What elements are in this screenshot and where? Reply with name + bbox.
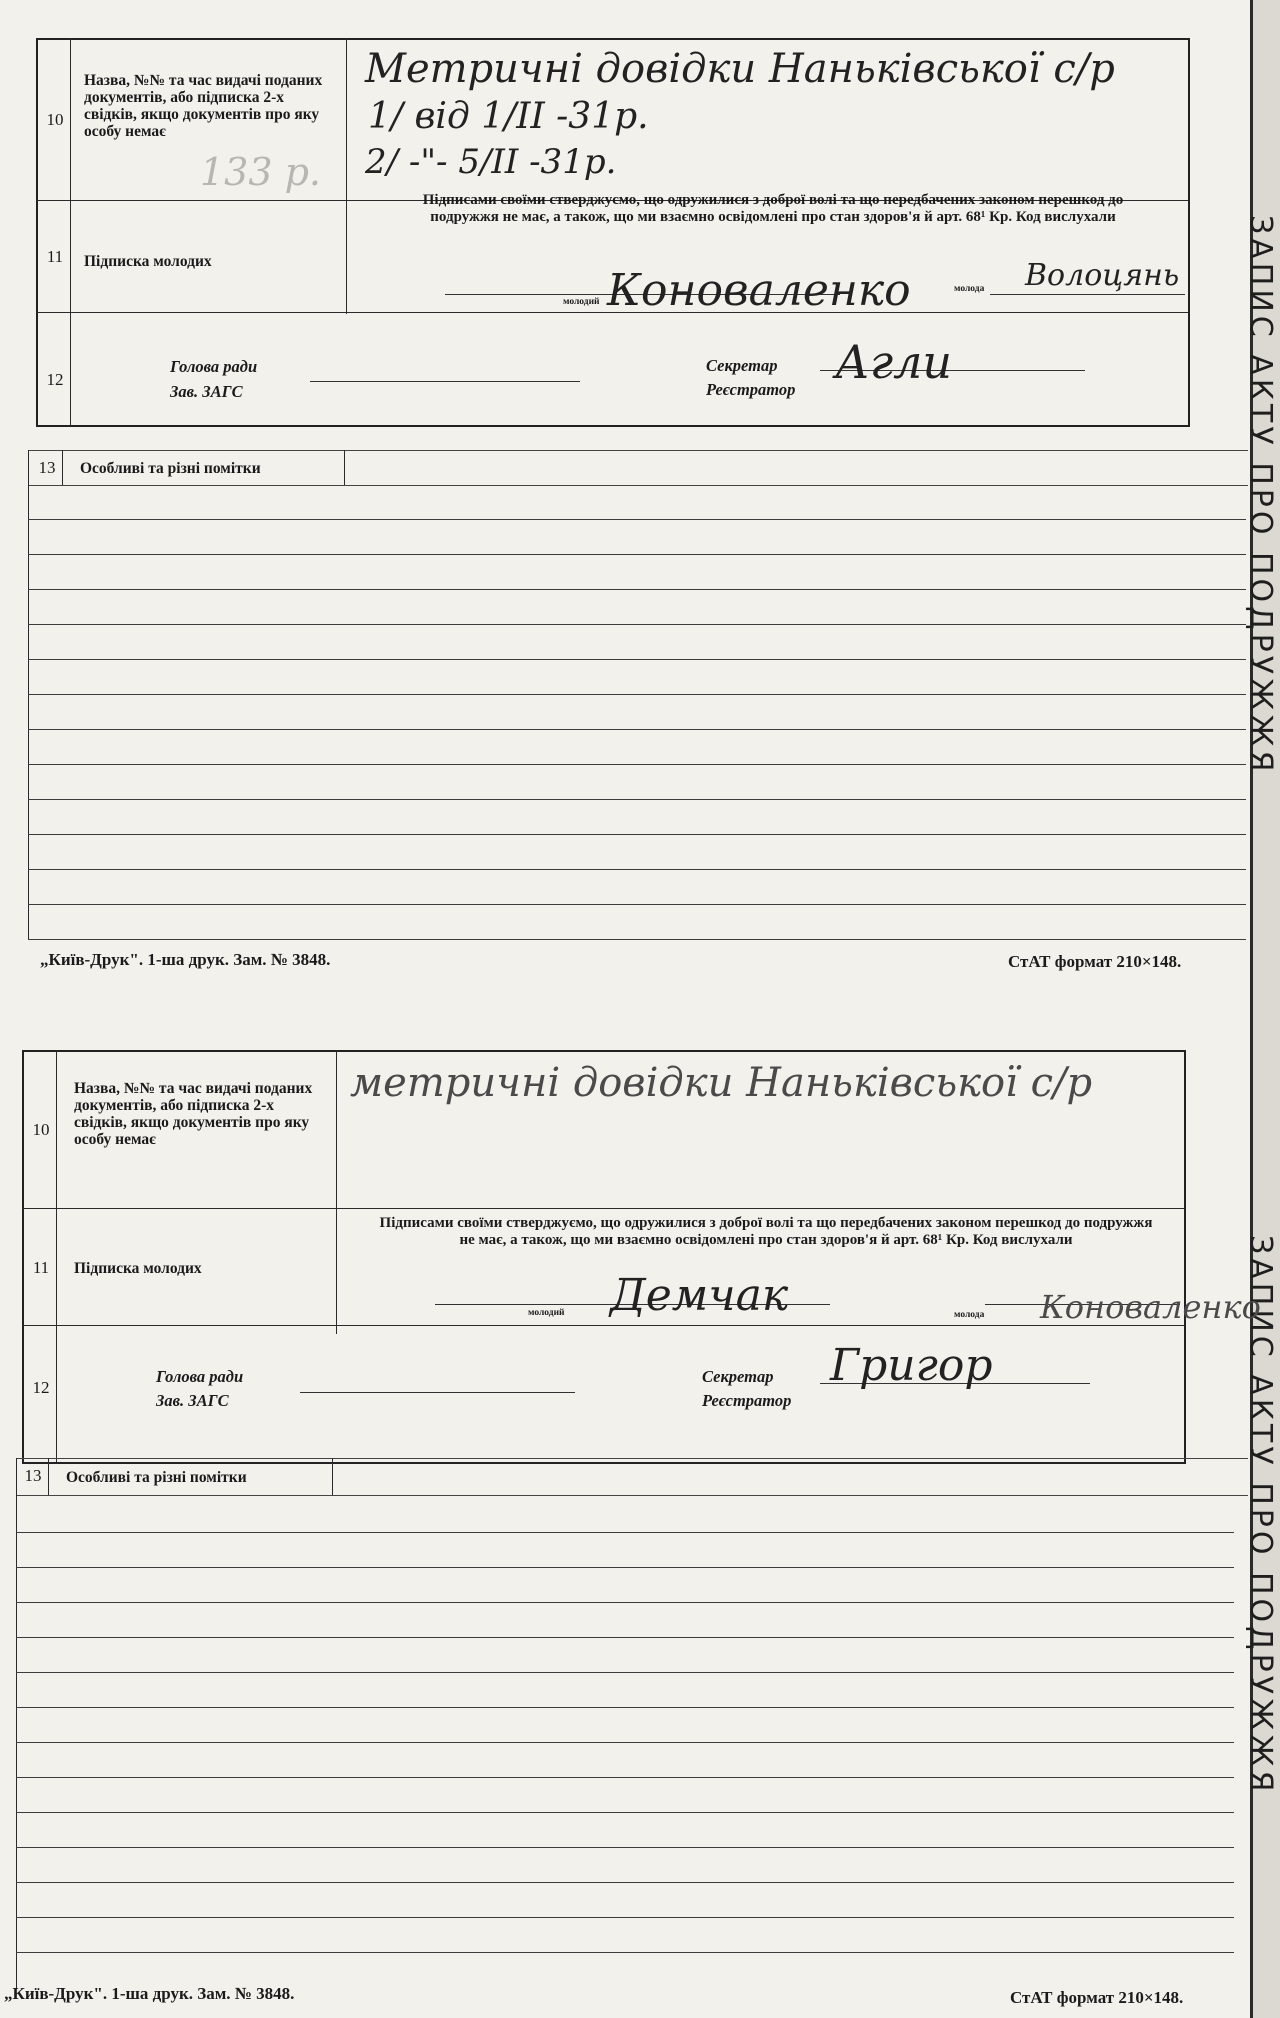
bride-signature: Коноваленко	[1040, 1288, 1261, 1326]
row-10-number: 10	[32, 1120, 50, 1139]
row-13-number: 13	[38, 458, 56, 477]
consent-statement: Підписами своїми стверджуємо, що одружилися з доброї волі та що передбачених законом перешкод до подружжя не має, а також, що ми взаємно освідомлені про стан здоров'я й арт. 68¹ Кр. Код вислухали	[422, 192, 1124, 225]
groom-caption: молодий	[528, 1308, 565, 1318]
margin-handwriting: 133 р.	[200, 150, 322, 194]
groom-signature: Коноваленко	[607, 265, 911, 316]
secretary-label: Секретар	[706, 356, 778, 375]
row-10-label: Назва, №№ та час видачі поданих документів, або підписка 2-х свідків, якщо документів про яку особу немає	[74, 1080, 313, 1148]
row-10-number: 10	[46, 110, 64, 129]
marriage-record-upper	[0, 0, 1250, 980]
row-11-label: Підписка молодих	[84, 253, 212, 270]
row-11-label: Підписка молодих	[74, 1260, 202, 1277]
documents-handwriting-line3: 2/ -"- 5/II -31р.	[365, 142, 617, 182]
documents-handwriting-line2: 1/ від 1/II -31р.	[368, 96, 649, 137]
secretary-label: Секретар	[702, 1367, 774, 1386]
row-13-number: 13	[24, 1466, 42, 1485]
spine-title-lower: ЗАПИС АКТУ ПРО ПОДРУЖЖЯ	[1243, 1235, 1278, 1796]
consent-statement: Підписами своїми стверджуємо, що одружилися з доброї волі та що передбачених законом перешкод до подружжя не має, а також, що ми взаємно освідомлені про стан здоров'я й арт. 68¹ Кр. Код вислухали	[379, 1215, 1153, 1248]
bride-signature: Волоцянь	[1025, 258, 1180, 293]
bride-caption: молода	[954, 284, 985, 294]
row-11-number: 11	[32, 1258, 50, 1277]
documents-handwriting-line1: метричні довідки Наньківської с/р	[350, 1060, 1093, 1106]
groom-caption: молодий	[563, 297, 600, 307]
documents-handwriting-line1: Метричні довідки Наньківської с/р	[365, 46, 1115, 92]
spine-title-upper: ЗАПИС АКТУ ПРО ПОДРУЖЖЯ	[1243, 215, 1278, 776]
head-of-council-label: Голова ради	[156, 1367, 244, 1386]
row-13-label: Особливі та різні помітки	[66, 1469, 247, 1486]
format-imprint: СтАТ формат 210×148.	[1010, 1988, 1184, 2007]
row-10-label: Назва, №№ та час видачі поданих документів, або підписка 2-х свідків, якщо документів про яку особу немає	[84, 72, 323, 140]
printer-imprint: „Київ-Друк". 1-ша друк. Зам. № 3848.	[4, 1984, 295, 2003]
registrar-label: Реєстратор	[702, 1391, 792, 1410]
printer-imprint: „Київ-Друк". 1-ша друк. Зам. № 3848.	[40, 950, 331, 969]
row-12-number: 12	[32, 1378, 50, 1397]
row-12-number: 12	[46, 370, 64, 389]
registrar-signature: Григор	[830, 1340, 993, 1391]
groom-signature: Демчак	[610, 1270, 789, 1321]
format-imprint: СтАТ формат 210×148.	[1008, 952, 1182, 971]
head-of-council-label: Голова ради	[170, 357, 258, 376]
zags-head-label: Зав. ЗАГС	[170, 382, 243, 401]
row-13-label: Особливі та різні помітки	[80, 460, 261, 477]
registrar-signature: Агли	[835, 335, 952, 389]
bride-caption: молода	[954, 1310, 985, 1320]
zags-head-label: Зав. ЗАГС	[156, 1391, 229, 1410]
registrar-label: Реєстратор	[706, 380, 796, 399]
row-11-number: 11	[46, 247, 64, 266]
